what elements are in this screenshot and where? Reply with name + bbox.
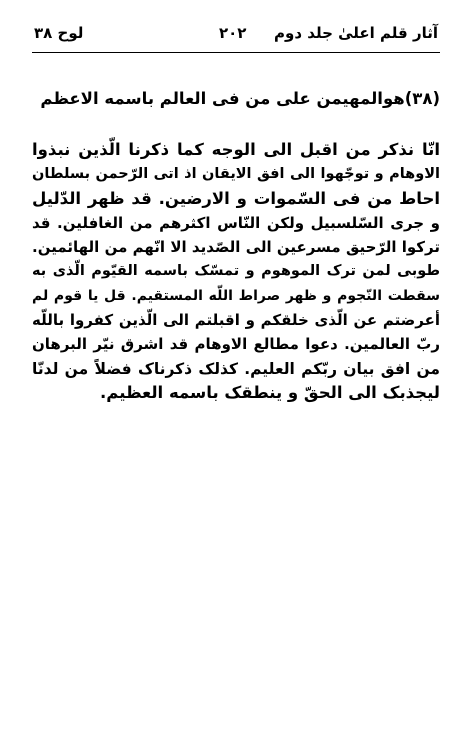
text-line: طوبی لمن ترک الموهوم و تمسّک باسمه القیّوم الّذی به xyxy=(32,263,440,280)
text-line: أعرضتم عن الّذی خلقکم و اقبلتم الی الّذین کفروا باللّه xyxy=(32,311,440,330)
text-line: الاوهام و توجّهوا الی افق الایقان اذ اتی الرّحمن بسلطان xyxy=(32,166,440,183)
header-divider xyxy=(32,52,440,53)
running-header xyxy=(34,24,438,46)
section-title: (۳۸)هوالمهیمن علی من فی العالم باسمه الاعظم xyxy=(40,89,440,108)
text-line: ترکوا الرّحیق مسرعین الی الصّدید الا انّهم من الهائمین. xyxy=(32,238,440,257)
text-line: انّا نذکر من اقبل الی الوجه کما ذکرنا الّذین نبذوا xyxy=(32,140,440,159)
page-number: ۲۰۲ xyxy=(219,24,247,42)
book-title: آثار قلم اعلیٰ جلد دوم xyxy=(274,24,438,42)
text-line: و جری السّلسبیل ولکن النّاس اکثرهم من الغافلین. قد xyxy=(32,213,440,232)
text-line: لیجذبک الی الحقّ و ینطقک باسمه العظیم. xyxy=(100,382,440,402)
text-line: احاط من فی السّموات و الارضین. قد ظهر الدّلیل xyxy=(32,188,440,208)
text-line: سقطت النّجوم و ظهر صراط اللّه المستقیم. قل یا قوم لم xyxy=(32,287,440,304)
text-line: ربّ العالمین. دعوا مطالع الاوهام قد اشرق نیّر البرهان xyxy=(32,335,440,354)
text-line: من افق بیان ربّکم العلیم. کذلک ذکرناک فضلاً من لدنّا xyxy=(32,359,440,378)
body-text xyxy=(32,138,440,405)
tablet-label: لوح ۳۸ xyxy=(34,24,84,42)
